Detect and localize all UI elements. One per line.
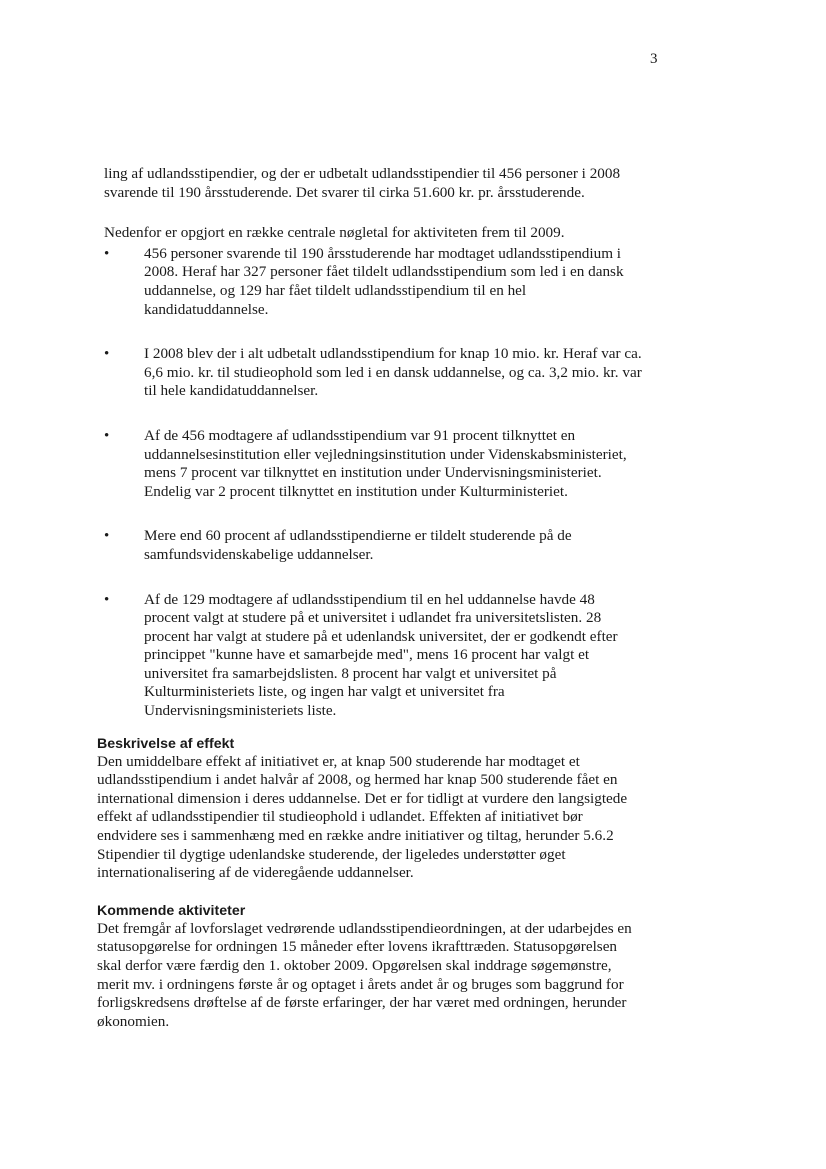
- list-item: [104, 345, 644, 401]
- bullet-icon: •: [104, 346, 110, 363]
- list-item: [104, 427, 644, 501]
- lead-paragraph: Nedenfor er opgjort en række centrale nøgletal for aktiviteten frem til 2009.: [104, 224, 565, 242]
- list-item: [104, 527, 644, 564]
- bullet-icon: •: [104, 427, 110, 444]
- list-item-text: 456 personer svarende til 190 årsstuderende har modtaget udlandsstipendium i 2008. Heraf har 327 personer fået tildelt udlandsstipendium som led i en dansk uddannelse, og 129 har fået tildelt udlandsstipendium til en hel kandidatuddannelse.: [144, 244, 624, 318]
- intro-paragraph: ling af udlandsstipendier, og der er udbetalt udlandsstipendier til 456 personer i 2008 svarende til 190 årsstuderende. Det svarer til cirka 51.600 kr. pr. årsstuderende.: [104, 165, 621, 201]
- section-upcoming: [97, 902, 644, 1032]
- list-item-text: Af de 456 modtagere af udlandsstipendium var 91 procent tilknyttet en uddannelsesinstitution eller vejledningsinstitution under Videnskabsministeriet, mens 7 procent var tilknyttet en institution under Undervisningsministeriet. Endelig var 2 procent tilknyttet en institution under Kulturministeriet.: [144, 426, 627, 500]
- document-body: [97, 165, 644, 1031]
- section-body-upcoming: Det fremgår af lovforslaget vedrørende udlandsstipendieordningen, at der udarbejdes en statusopgørelse for ordningen 15 måneder efter lovens ikrafttræden. Statusopgørelsen skal derfor være færdig den 1. oktober 2009. Opgørelsen skal inddrage søgemønstre, merit mv. i ordningens første år og optaget i årets andet år og bruges som baggrund for forligskredsens drøftelse af de første erfaringer, der har været med ordningen, herunder økonomien.: [97, 919, 632, 1030]
- list-item-text: Mere end 60 procent af udlandsstipendierne er tildelt studerende på de samfundsvidenskabelige uddannelser.: [144, 527, 572, 563]
- section-effect: [97, 735, 644, 883]
- list-item: [104, 245, 644, 319]
- list-item-text: I 2008 blev der i alt udbetalt udlandsstipendium for knap 10 mio. kr. Heraf var ca. 6,6 mio. kr. til studieophold som led i en dansk uddannelse, og ca. 3,2 mio. kr. var til hele kandidatuddannelser.: [144, 345, 642, 400]
- list-item: [104, 591, 644, 721]
- page-number: 3: [650, 51, 658, 67]
- bullet-icon: •: [104, 591, 110, 608]
- section-body-effect: Den umiddelbare effekt af initiativet er, at knap 500 studerende har modtaget et udlandsstipendium i andet halvår af 2008, og hermed har knap 500 studerende fået en international dimension i deres uddannelse. Det er for tidligt at vurdere den langsigtede effekt af udlandsstipendier til studieophold i udlandet. Effekten af initiativet bør endvidere ses i sammenhæng med en række andre initiativer og tiltag, herunder 5.6.2 Stipendier til dygtige udenlandske studerende, der ligeledes understøtter øget internationalisering af de videregående uddannelser.: [97, 752, 628, 882]
- section-heading-upcoming: Kommende aktiviteter: [97, 902, 246, 919]
- bullet-icon: •: [104, 528, 110, 545]
- key-figures-list: [104, 245, 644, 721]
- list-item-text: Af de 129 modtagere af udlandsstipendium til en hel uddannelse havde 48 procent valgt at studere på et universitet i udlandet fra universitetslisten. 28 procent har valgt at studere på et udenlandsk universitet, der er godkendt efter princippet "kunne have et samarbejde med", mens 16 procent har valgt et universitet fra samarbejdslisten. 8 procent har valgt et universitet på Kulturministeriets liste, og ingen har valgt et universitet fra Undervisningsministeriets liste.: [144, 590, 618, 720]
- bullet-icon: •: [104, 245, 110, 262]
- section-heading-effect: Beskrivelse af effekt: [97, 735, 235, 752]
